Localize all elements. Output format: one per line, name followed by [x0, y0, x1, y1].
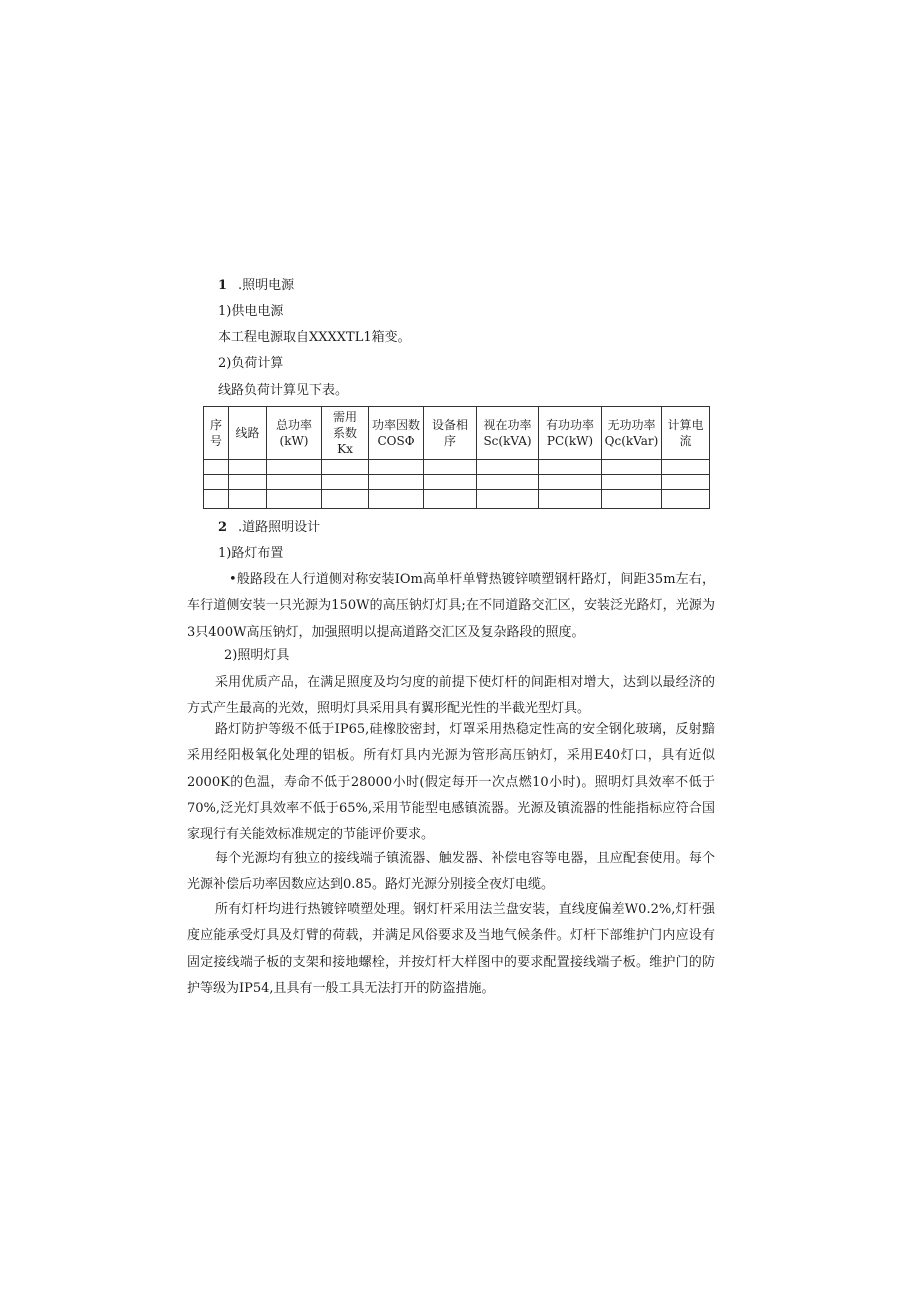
- subsection-power-supply: 1)供电电源: [218, 304, 284, 319]
- header-active-power: 有功功率 PC(kW): [539, 407, 602, 460]
- load-calculation-table: [203, 406, 710, 509]
- header-total-power: 总功率 (kW): [267, 407, 322, 460]
- paragraph-pole-treatment: 所有灯杆均进行热镀锌喷塑处理。钢灯杆采用法兰盘安装，直线度偏差W0.2%,灯杆强度应能承受灯具及灯臂的荷载，并满足风俗要求及当地气候条件。灯杆下部维护门内应设有固定接线端子板的支架和接地螺栓，并按灯杆大样图中的要求配置接线端子板。维护门的防护等级为IP54,且具有一般工具无法打开的防盗措施。: [187, 902, 715, 996]
- paragraph-luminaire-quality: 采用优质产品，在满足照度及均匀度的前提下使灯杆的间距相对增大，达到以最经济的方式产生最高的光效，照明灯具采用具有翼形配光性的半截光型灯具。: [187, 675, 715, 717]
- paragraph-power-source: 本工程电源取自XXXXTL1箱变。: [218, 330, 411, 345]
- header-demand-factor: 需用 系数 Kx: [322, 407, 369, 460]
- table-row: [204, 490, 710, 509]
- paragraph-lamp-layout: •般路段在人行道侧对称安装IOm高单杆单臂热镀锌喷塑钢杆路灯，间距35m左右，车行道侧安装一只光源为150W的高压钠灯灯具;在不同道路交汇区，安装泛光路灯，光源为3只400W高压钠灯，加强照明以提高道路交汇区及复杂路段的照度。: [187, 572, 715, 640]
- header-circuit: 线路: [229, 407, 267, 460]
- header-phase: 设备相 序: [424, 407, 477, 460]
- table-row: [204, 460, 710, 475]
- section-title: .道路照明设计: [238, 520, 321, 535]
- header-index: 序 号: [204, 407, 229, 460]
- header-reactive-power: 无功功率 Qc(kVar): [602, 407, 662, 460]
- paragraph-ballast: 每个光源均有独立的接线端子镇流器、触发器、补偿电容等电器，且应配套使用。每个光源补偿后功率因数应达到0.85。路灯光源分别接全夜灯电缆。: [187, 851, 715, 893]
- section-2-heading: [218, 518, 320, 538]
- subsection-luminaires: 2)照明灯具: [224, 648, 290, 663]
- section-number: 2: [218, 520, 228, 535]
- paragraph-load-table-intro: 线路负荷计算见下表。: [218, 383, 349, 398]
- subsection-lamp-layout: 1)路灯布置: [218, 546, 284, 561]
- table-row: [204, 475, 710, 490]
- header-apparent-power: 视在功率 Sc(kVA): [477, 407, 539, 460]
- subsection-load-calc: 2)负荷计算: [218, 356, 284, 371]
- header-calc-current: 计算电 流: [662, 407, 710, 460]
- header-power-factor: 功率因数 COSΦ: [369, 407, 424, 460]
- section-1-heading: [218, 276, 294, 296]
- table-header-row: [204, 407, 710, 460]
- section-number: 1: [218, 278, 228, 293]
- section-title: .照明电源: [238, 278, 295, 293]
- paragraph-protection-level: 路灯防护等级不低于IP65,硅橡胶密封，灯罩采用热稳定性高的安全钢化玻璃，反射黯采用经阳极氧化处理的铝板。所有灯具内光源为管形高压钠灯，采用E40灯口，具有近似2000K的色温，寿命不低于28000小时(假定每开一次点燃10小时)。照明灯具效率不低于70%,泛光灯具效率不低于65%,采用节能型电感镇流器。光源及镇流器的性能指标应符合国家现行有关能效标准规定的节能评价要求。: [187, 722, 715, 843]
